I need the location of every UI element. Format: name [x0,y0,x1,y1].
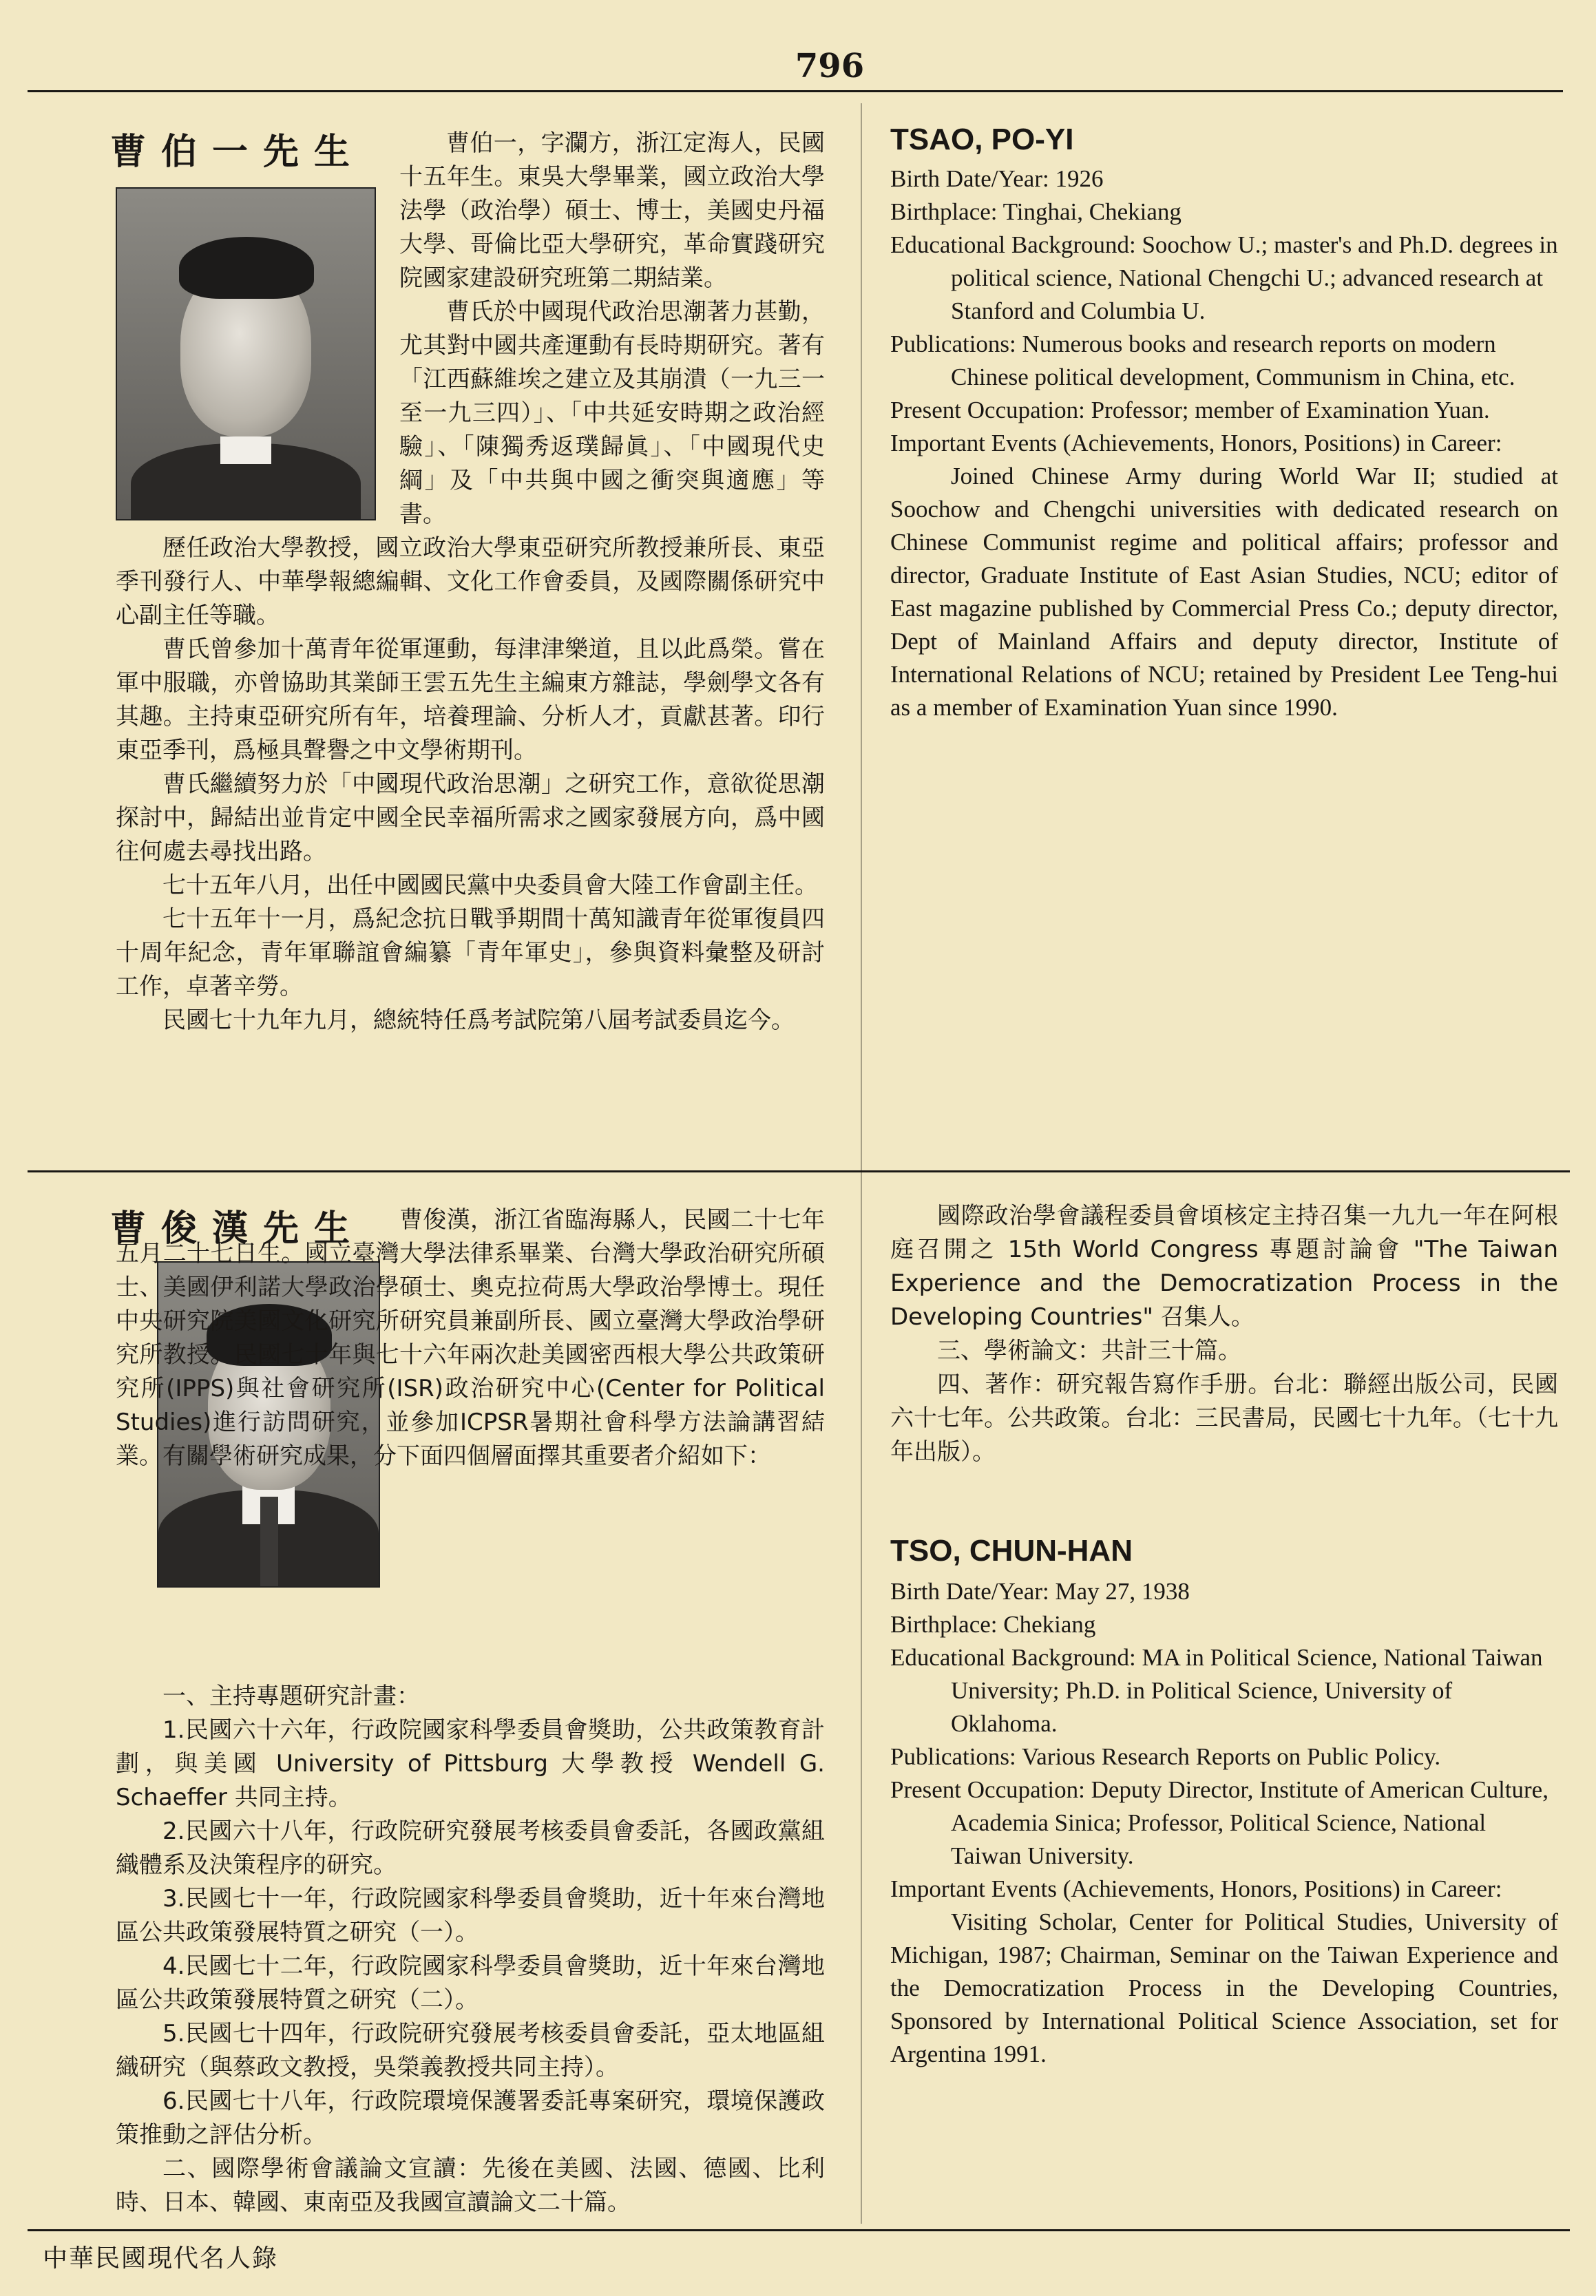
entry2-birthplace: Birthplace: Chekiang [890,1611,1096,1638]
entry1-events-label: Important Events (Achievements, Honors, Positions) in Career: [890,430,1502,456]
entry2-item-research-projects: 一、主持專題研究計畫： [162,1683,420,1710]
entry2-zh-right-paragraph-1: 國際政治學會議程委員會頃核定主持召集一九九一年在阿根庭召開之 15th World Congress 專題討論會 "The Taiwan Experience and the Democratization Process in the Developing Countries" 召集人。 [890,1202,1558,1331]
entry2-item-conferences: 二、國際學術會議論文宣讀：先後在美國、法國、德國、比利時、日本、韓國、東南亞及我國宣讀論文二十篇。 [116,2155,825,2216]
entry2-zh-right-paragraph-3: 四、著作：研究報告寫作手册。台北：聯經出版公司，民國六十七年。公共政策。台北：三民書局，民國七十九年。（七十九年出版）。 [890,1371,1558,1466]
entry2-en-name: TSO, CHUN-HAN [890,1534,1133,1568]
entry1-en-name: TSAO, PO-YI [890,123,1074,156]
entry2-en-bio [890,1575,1558,2071]
entry2-events: Visiting Scholar, Center for Political Studies, University of Michigan, 1987; Chairman, Seminar on the Taiwan Experience and the Democratization Process in the Developing Countries, Sponsored by International Political Science Association, set for Argentina 1991. [890,1908,1558,2067]
entry1-zh-paragraph-3: 歷任政治大學教授，國立政治大學東亞研究所教授兼所長、東亞季刊發行人、中華學報總編輯、文化工作會委員，及國際關係研究中心副主任等職。 [116,534,825,629]
entry1-birth-date: Birth Date/Year: 1926 [890,165,1104,192]
entry1-zh-bio [116,127,825,1038]
header-rule [28,90,1563,92]
entry1-zh-paragraph-6: 七十五年八月，出任中國國民黨中央委員會大陸工作會副主任。 [162,872,818,899]
entry2-occupation: Present Occupation: Deputy Director, Institute of American Culture, Academia Sinica; Professor, Political Science, National Taiwan University. [890,1776,1548,1869]
footer-book-title: 中華民國現代名人錄 [43,2244,279,2273]
column-divider-rule [861,103,862,2224]
entry2-item-6: 6.民國七十八年，行政院環境保護署委託專案研究，環境保護政策推動之評估分析。 [116,2087,825,2149]
entry2-events-label: Important Events (Achievements, Honors, Positions) in Career: [890,1875,1502,1902]
entry1-en-bio [890,162,1558,724]
entry2-zh-right-paragraph-2: 三、學術論文：共計三十篇。 [937,1337,1241,1365]
entry1-zh-paragraph-8: 民國七十九年九月，總統特任爲考試院第八屆考試委員迄今。 [162,1007,795,1034]
entry1-zh-name: 曹伯一先生 [110,131,366,173]
entry1-birthplace: Birthplace: Tinghai, Chekiang [890,198,1182,225]
entry1-zh-paragraph-5: 曹氏繼續努力於「中國現代政治思潮」之研究工作，意欲從思潮探討中，歸結出並肯定中國全民幸福所需求之國家發展方向，爲中國往何處去尋找出路。 [116,770,825,865]
entry1-occupation: Present Occupation: Professor; member of Examination Yuan. [890,397,1490,423]
entry2-item-2: 2.民國六十八年，行政院研究發展考核委員會委託，各國政黨組織體系及決策程序的研究。 [116,1818,825,1879]
entry2-item-1: 1.民國六十六年，行政院國家科學委員會獎助，公共政策教育計劃，與美國 University of Pittsburg 大學教授 Wendell G. Schaeffer 共同主持。 [116,1716,825,1811]
entry2-publications: Publications: Various Research Reports on Public Policy. [890,1743,1441,1770]
entry1-education: Educational Background: Soochow U.; master's and Ph.D. degrees in political science, National Chengchi U.; advanced research at Stanford and Columbia U. [890,231,1558,324]
footer-rule [28,2229,1570,2231]
entry1-publications: Publications: Numerous books and research reports on modern Chinese political development, Communism in China, etc. [890,330,1515,390]
entry1-zh-paragraph-7: 七十五年十一月，爲紀念抗日戰爭期間十萬知識青年從軍復員四十周年紀念，青年軍聯誼會編纂「青年軍史」，參與資料彙整及研討工作，卓著辛勞。 [116,905,825,1000]
entry1-events: Joined Chinese Army during World War II; studied at Soochow and Chengchi universities with dedicated research on Chinese Communist regime and political affairs; professor and director, Graduate Institute of East Asian Studies, NCU; editor of East magazine published by Commercial Press Co.; deputy director, Dept of Mainland Affairs and deputy director, Institute of International Relations of NCU; retained by President Lee Teng-hui as a member of Examination Yuan since 1990. [890,463,1558,721]
entry1-zh-paragraph-2: 曹氏於中國現代政治思潮著力甚勤，尤其對中國共產運動有長時期研究。著有「江西蘇維埃之建立及其崩潰（一九三一至一九三四）」、「中共延安時期之政治經驗」、「陳獨秀返璞歸眞」、「中國現代史綱」及「中共與中國之衝突與適應」等書。 [399,298,825,528]
entry2-zh-items [116,1680,825,2220]
entry2-zh-name: 曹俊漢先生 [110,1208,366,1250]
entry2-education: Educational Background: MA in Political Science, National Taiwan University; Ph.D. in Political Science, University of Oklahoma. [890,1644,1543,1737]
entry2-item-5: 5.民國七十四年，行政院研究發展考核委員會委託，亞太地區組織研究（與蔡政文教授，吳榮義教授共同主持）。 [116,2020,825,2081]
page-number: 796 [795,47,865,85]
entry2-zh-right [890,1199,1558,1469]
entry1-zh-paragraph-4: 曹氏曾參加十萬青年從軍運動，每津津樂道，且以此爲榮。嘗在軍中服職，亦曾協助其業師王雲五先生主編東方雜誌，學劍學文各有其趣。主持東亞研究所有年，培養理論、分析人才，貢獻甚著。印行東亞季刊，爲極具聲譽之中文學術期刊。 [116,635,825,764]
entry2-birth-date: Birth Date/Year: May 27, 1938 [890,1578,1190,1605]
entry2-zh-intro: 曹俊漢，浙江省臨海縣人，民國二十七年五月二十七日生。國立臺灣大學法律系畢業、台灣大學政治研究所碩士、美國伊利諾大學政治學碩士、奧克拉荷馬大學政治學博士。現任中央研究院美國文化研究所研究員兼副所長、國立臺灣大學政治學研究所教授。民國七十年與七十六年兩次赴美國密西根大學公共政策研究所(IPPS)與社會研究所(ISR)政治研究中心(Center for Political Studies)進行訪問研究，並參加ICPSR暑期社會科學方法論講習結業。有關學術研究成果，分下面四個層面擇其重要者介紹如下： [116,1206,825,1470]
entry1-zh-paragraph-1: 曹伯一，字瀾方，浙江定海人，民國十五年生。東吳大學畢業，國立政治大學法學（政治學）碩士、博士，美國史丹福大學、哥倫比亞大學研究，革命實踐研究院國家建設研究班第二期結業。 [399,129,825,292]
section-divider-rule [28,1170,1570,1172]
entry2-item-4: 4.民國七十二年，行政院國家科學委員會獎助，近十年來台灣地區公共政策發展特質之研究（二）。 [116,1952,825,2014]
entry2-item-3: 3.民國七十一年，行政院國家科學委員會獎助，近十年來台灣地區公共政策發展特質之研究（一）。 [116,1885,825,1946]
